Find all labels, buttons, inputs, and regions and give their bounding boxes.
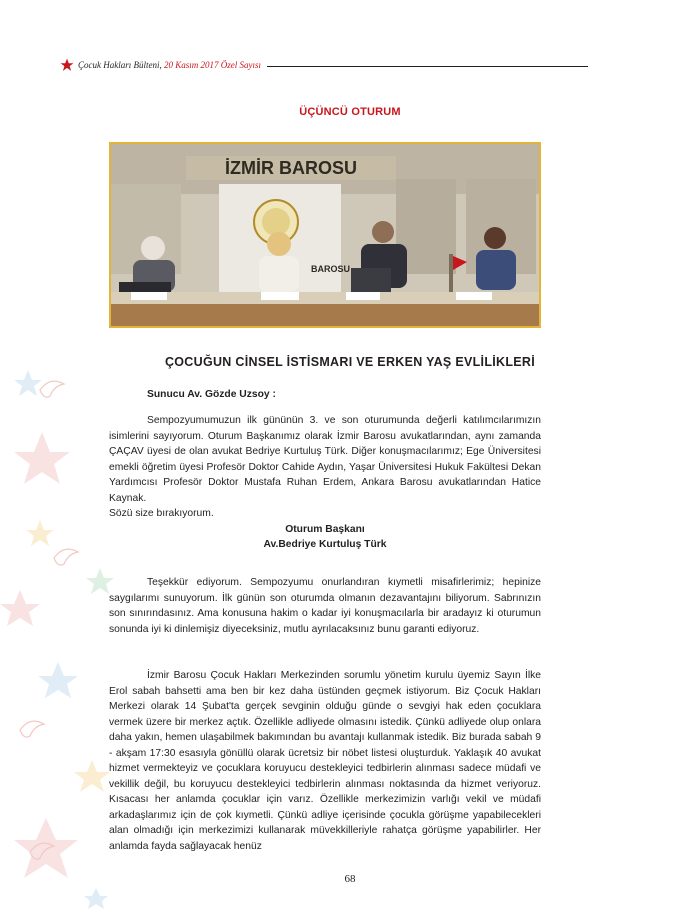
- handover-line: Sözü size bırakıyorum.: [109, 508, 214, 519]
- page-number: 68: [344, 873, 356, 885]
- paragraph-2: [109, 575, 541, 637]
- star-icon: [60, 58, 74, 72]
- chair-heading: Oturum Başkanı: [285, 523, 365, 535]
- paragraph-3-text: İzmir Barosu Çocuk Hakları Merkezinden sorumlu yönetim kurulu üyemiz Sayın İlke Erol sabah bahsetti ama ben bir kez daha üstünden geçmek istiyorum. Biz Çocuk Hakları Merkezi olarak 14 Şubat'ta gerçek sevginin olduğu günde o sevgiyi hak eden çocuklara vermek üzere bir merkez açtık. Özellikle adliyede olmasını istedik. Çünkü adliyede olup onlara daha yakın, hemen ulaşabilmek bakımından bu avantajı kullanmak istedik. Biz burada sabah 9 - akşam 17:30 esasıyla gönüllü olarak ücretsiz bir nöbet listesi oluşturduk. Yaklaşık 40 avukat hizmet vermekteyiz ve çocuklara koruyucu destekleyici tedbirlerin alınması sadece müdafi ve vekillik değil, bu koruyucu destekleyici tedbirlerin alınması noktasında da hizmet veriyoruz. Kısacası her anlamda çocuklar için varız. Özellikle merkezimizin varlığı vekil ve müdafi arkadaşlarımız için de çok kıymetli. Çünkü adliye içerisinde çocukla görüşme yapabilecekleri alan olmadığı için merkezimizi kullanarak müvekkilleriyle rahatça görüşme yapabilirler. Her anlamda fayda sağlayacak henüz: [109, 670, 541, 852]
- backdrop-text: BAROSU: [311, 264, 351, 274]
- intro-block: [109, 413, 541, 553]
- page-header: [60, 58, 588, 72]
- intro-paragraph: Sempozyumumuzun ilk gününün 3. ve son oturumunda değerli katılımcılarımızın isimlerini sayıyorum. Oturum Başkanımız olarak İzmir Barosu avukatlarından, aynı zamanda ÇAÇAV üyesi de olan avukat Bedriye Kurtuluş Türk. Diğer konuşmacılarımız; Ege Üniversitesi emekli öğretim üyesi Profesör Doktor Cahide Aydın, Yaşar Üniversitesi Hukuk Fakültesi Dekan Yardımcısı Profesör Doktor Mustafa Ruhan Erdem, Ankara Barosu avukatlarından Hatice Kaynak.: [109, 415, 541, 504]
- article-title: ÇOCUĞUN CİNSEL İSTİSMARI VE ERKEN YAŞ EVLİLİKLERİ: [164, 355, 536, 369]
- publication-title: Çocuk Hakları Bülteni, 20 Kasım 2017 Özel Sayısı: [78, 60, 261, 70]
- chair-name: Av.Bedriye Kurtuluş Türk: [263, 539, 387, 550]
- decorative-stars: [0, 340, 120, 917]
- paragraph-2-text: Teşekkür ediyorum. Sempozyumu onurlandıran kıymetli misafirlerimiz; hepinize saygılarımı sunuyorum. İlk günün son oturumda olmanın dezavantajını biliyorum. Sabrınızın son sınırındasınız. Ama konusuna hakim o kadar iyi konuşmacılarla bir aradayız ki oturumun sonunda iyi ki dinlemişiz diyeceksiniz, mutlu ayrılacaksınız bunu garanti ediyoruz.: [109, 577, 541, 635]
- panel-photo-illustration: [111, 144, 539, 326]
- section-title: ÜÇÜNCÜ OTURUM: [299, 106, 401, 118]
- presenter-label: Sunucu Av. Gözde Uzsoy :: [147, 389, 276, 400]
- issue-label: 20 Kasım 2017 Özel Sayısı: [163, 60, 261, 70]
- banner-text: İZMİR BAROSU: [225, 158, 357, 178]
- panel-photo: [109, 142, 541, 328]
- paragraph-3: [109, 668, 541, 854]
- header-rule: [267, 66, 588, 67]
